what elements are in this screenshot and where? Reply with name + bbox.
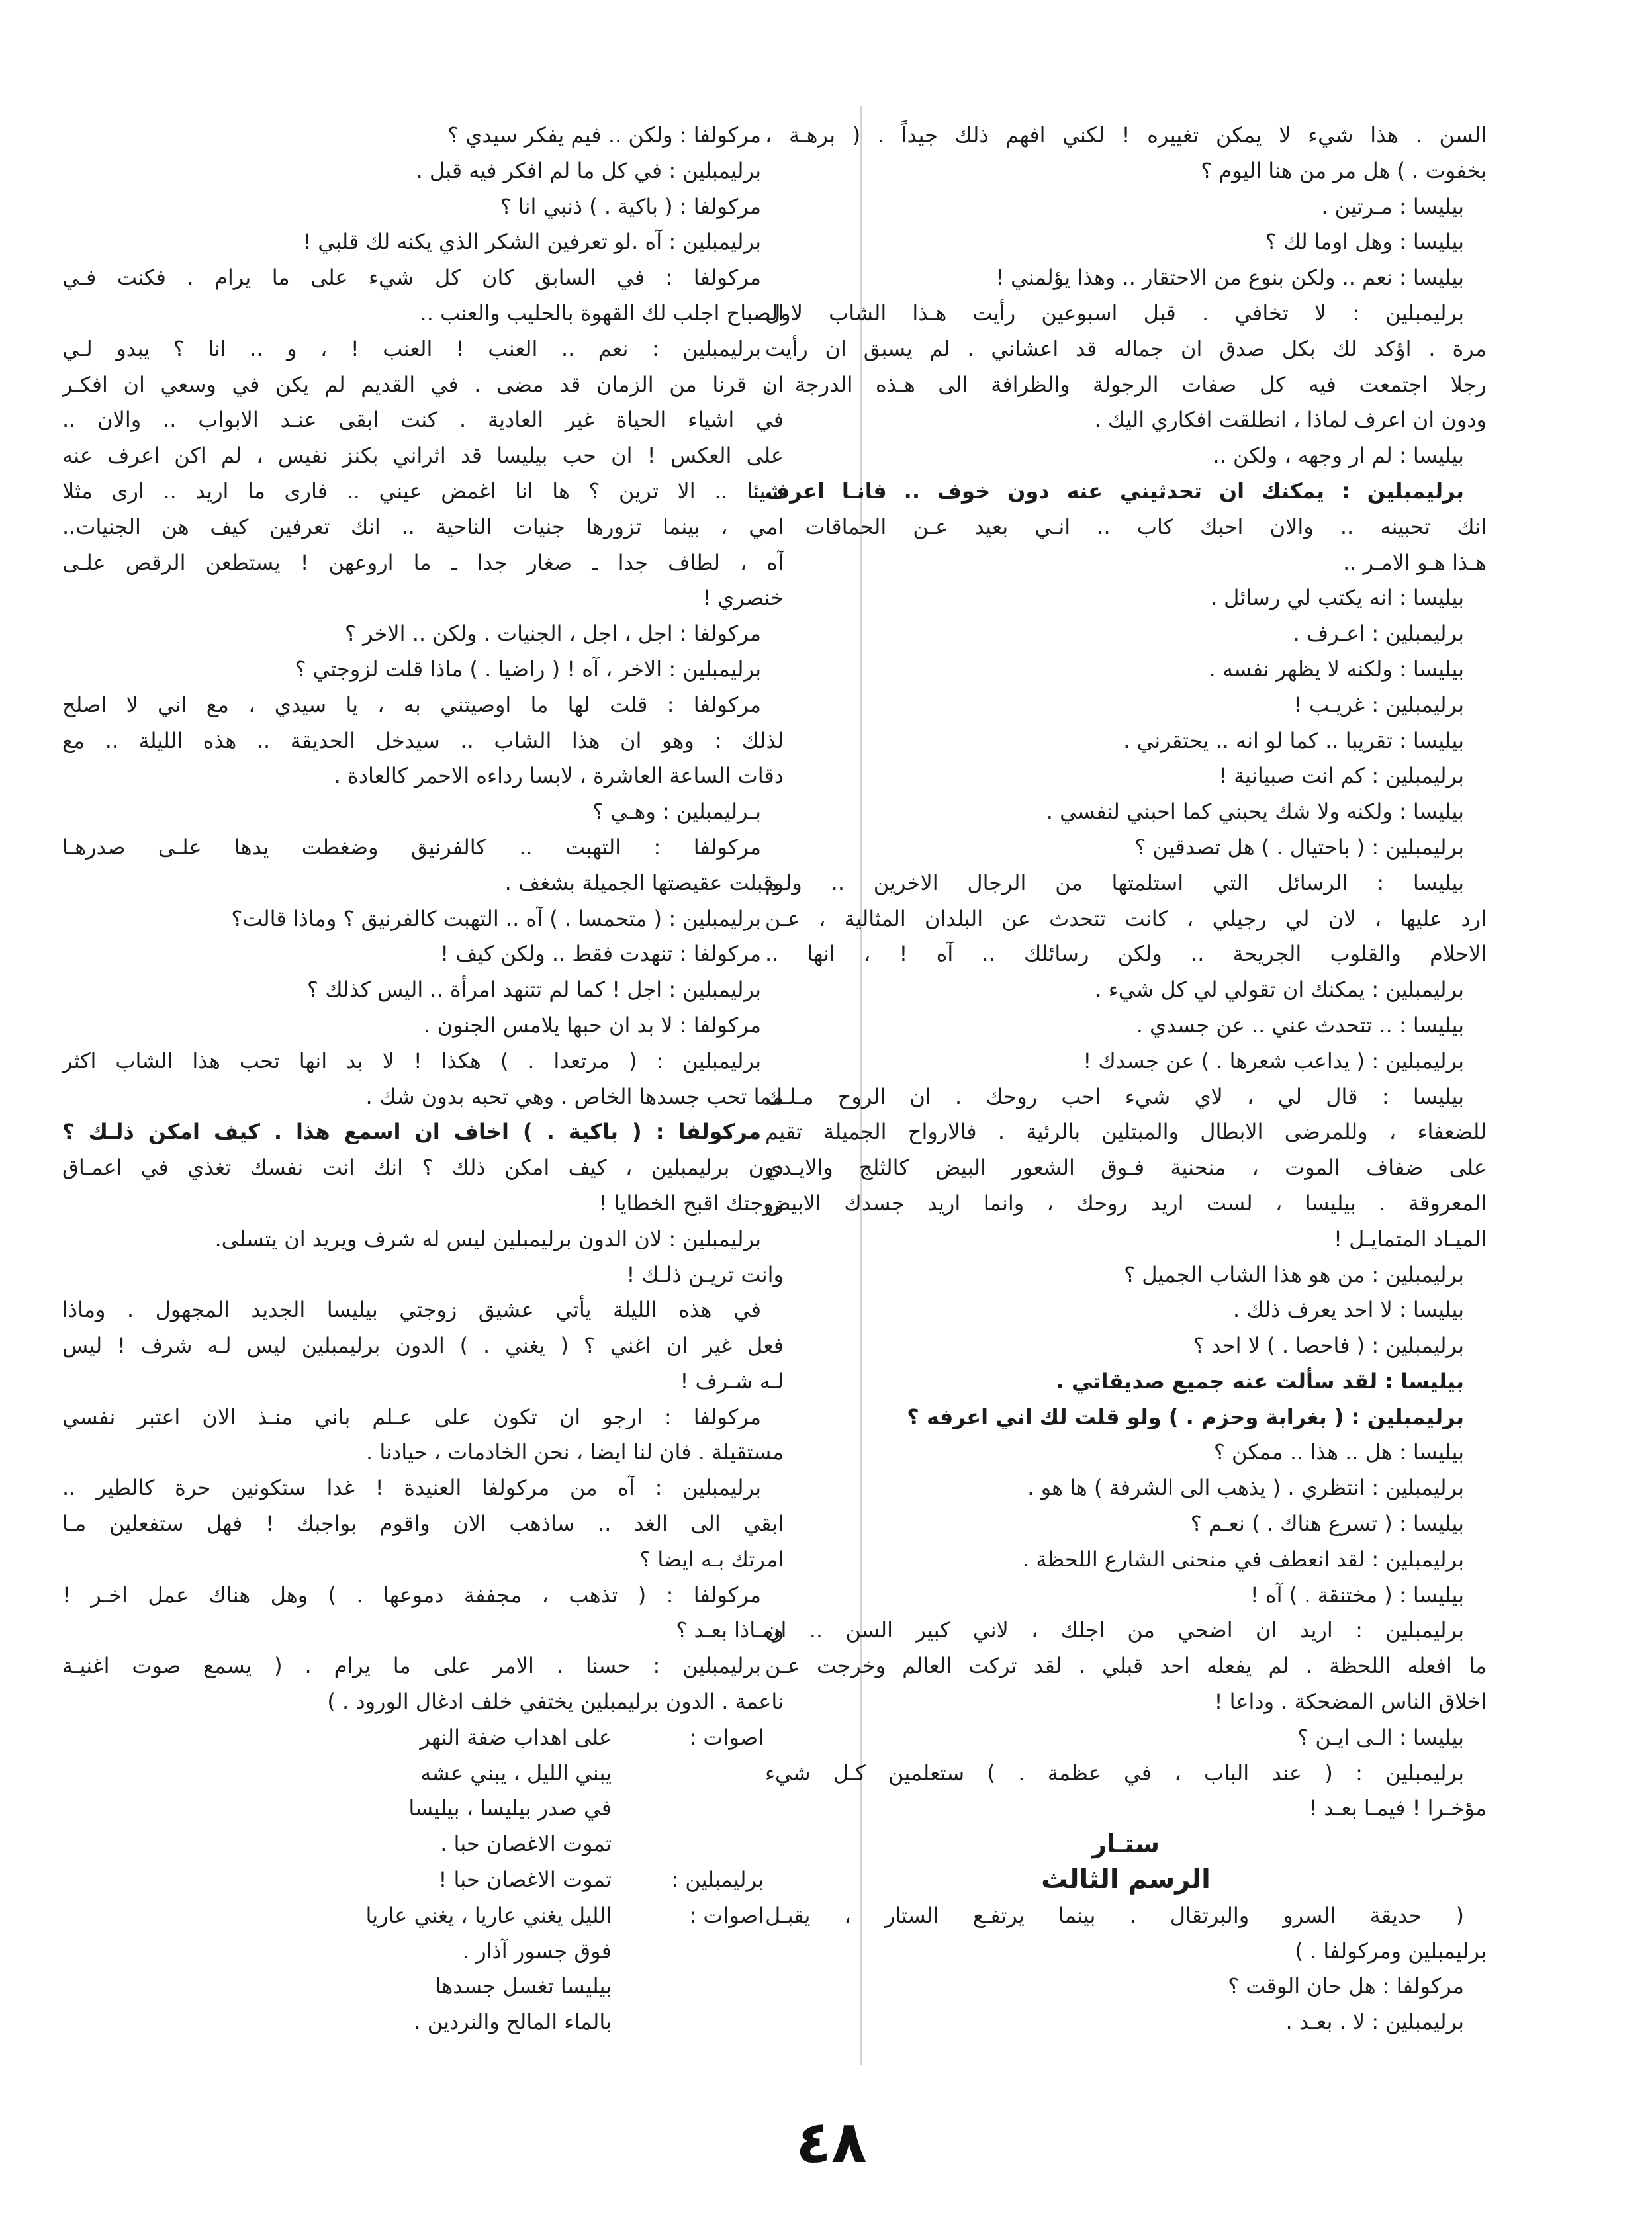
- text-line: وقبلت عقيصتها الجميلة بشغف .: [504, 870, 784, 895]
- text-line: بيليسا : ولكنه ولا شك يحبني كما احبني لنفسي .: [1046, 799, 1464, 825]
- text-line: برليمبلين : لقد انعطف في منحنى الشارع اللحظة .: [1023, 1546, 1464, 1572]
- text-line: مركولفا : تنهدت فقط .. ولكن كيف !: [440, 941, 761, 967]
- text-line: برليمبلين : ( يداعب شعرها . ) عن جسدك !: [1083, 1048, 1464, 1073]
- text-line: انك تحبينه .. والان احبك كاب .. انـي بعيد عـن الحماقات ..: [765, 514, 1487, 539]
- text-line: فعل غير ان اغني ؟ ( يغني . ) الدون برليمبلين ليس لـه شرف ! ليس: [62, 1333, 784, 1359]
- text-line: شيئا .. الا ترين ؟ ها انا اغمض عيني .. فارى ما اريد .. ارى مثلا: [62, 478, 784, 504]
- text-line: بيليسا : نعم .. ولكن بنوع من الاحتقار .. وهذا يؤلمني !: [995, 265, 1464, 291]
- text-line: مما تحب جسدها الخاص . وهي تحبه بدون شك .: [365, 1083, 784, 1109]
- text-line: بيليسا : هل .. هذا .. ممكن ؟: [1213, 1439, 1464, 1465]
- text-line: بيليسا : الـى ايـن ؟: [1297, 1724, 1464, 1750]
- text-line: في اشياء الحياة غير العادية . كنت ابقى عنـد الابواب .. والان ..: [62, 407, 784, 433]
- text-line: مرة . اؤكد لك بكل صدق ان جماله قد اعشاني . لم يسبق ان رأيت: [765, 336, 1487, 361]
- text-line: اخلاق الناس المضحكة . وداعا !: [1214, 1689, 1487, 1715]
- text-line: برليمبلين : اريد ان اضحي من اجلك ، لاني كبير السن .. ان: [765, 1617, 1464, 1643]
- text-line: بيليسا : لقد سألت عنه جميع صديقاتي .: [1056, 1368, 1464, 1394]
- verse-line: [62, 2005, 784, 2040]
- text-line: المعروقة . بيليسا ، لست اريد روحك ، وانما اريد جسدك الابيض: [765, 1190, 1487, 1216]
- verse-speaker: [612, 1827, 784, 1862]
- text-line: ارد عليها ، لان لي رجيلي ، كانت تتحدث عن البلدان المثالية ، عـن: [765, 905, 1487, 931]
- text-line: مستقيلة . فان لنا ايضا ، نحن الخادمات ، حيادنا .: [366, 1439, 784, 1465]
- text-line: مركولفا : في السابق كان كل شيء على ما يرام . فكنت فـي: [62, 265, 761, 291]
- verse-text: فوق جسور آذار .: [462, 1938, 612, 1964]
- text-line: على العكس ! ان حب بيليسا قد اثراني بكنز نفيس ، لم اكن اعرف عنه: [62, 443, 784, 469]
- text-line: مركولفا : هل حان الوقت ؟: [1228, 1973, 1464, 1999]
- right-text-column: [765, 118, 1487, 2040]
- text-line: بخفوت . ) هل مر من هنا اليوم ؟: [1201, 158, 1487, 183]
- left-text-column: [62, 118, 784, 2040]
- verse-line: [62, 1934, 784, 1970]
- text-line: بيليسا : ( تسرع هناك . ) نعـم ؟: [1190, 1511, 1464, 1537]
- text-line: للضعفاء ، وللمرضى الابطال والمبتلين بالرئية . فالارواح الجميلة تقيم: [765, 1119, 1487, 1145]
- text-line: بيليسا : مـرتين .: [1321, 193, 1464, 219]
- text-line: مركولفا : التهبت .. كالفرنيق وضغطت يدها علـى صدرهـا: [62, 834, 761, 860]
- text-line: بيليسا : قال لي ، لاي شيء احب روحك . ان الروح مـلـك: [765, 1083, 1464, 1109]
- text-line: مركولفا : ( باكية . ) اخاف ان اسمع هذا . كيف امكن ذلـك ؟: [62, 1119, 761, 1145]
- text-line: برليمبلين : يمكنك ان تقولي لي كل شيء .: [1095, 977, 1464, 1003]
- text-line: امي ، بينما تزورها جنيات الناحية .. انك تعرفين كيف هن الجنيات..: [62, 514, 784, 539]
- verse-line: [62, 1791, 784, 1827]
- text-line: لذلك : وهو ان هذا الشاب .. سيدخل الحديقة .. هذه الليلة .. مع: [62, 727, 784, 753]
- text-line: ان قرنا من الزمان قد مضى . في القديم لم يكن في وسعي ان افكـر: [62, 371, 784, 397]
- verse-speaker: [612, 1756, 784, 1792]
- text-line: وانت تريـن ذلـك !: [626, 1261, 784, 1287]
- text-line: برليمبلين : غريـب !: [1294, 692, 1464, 717]
- page-number: ٤٨: [796, 2108, 867, 2176]
- verse-text: تموت الاغصان حبا .: [440, 1831, 612, 1857]
- text-line: الميـاد المتمايـل !: [1334, 1226, 1487, 1251]
- text-line: مركولفا : ( تذهب ، مجففة دموعها . ) وهل هناك عمل اخـر !: [62, 1582, 761, 1608]
- text-line: برليمبلين ومركولفا . ): [1295, 1938, 1487, 1964]
- verse-speaker: [612, 1791, 784, 1827]
- song-verses: [62, 1720, 784, 2040]
- text-line: على ضفاف الموت ، منحنية فـوق الشعور البيض كالثلج والايـدي: [765, 1155, 1487, 1181]
- text-line: زوجتك اقبح الخطايا !: [598, 1190, 784, 1216]
- text-line: برليمبلين : من هو هذا الشاب الجميل ؟: [1124, 1261, 1464, 1287]
- verse-line: [62, 1720, 784, 1756]
- text-line: برليمبلين : ( مرتعدا . ) هكذا ! لا بد انها تحب هذا الشاب اكثر: [62, 1048, 761, 1073]
- text-line: برليمبلين : لا تخافي . قبل اسبوعين رأيت هـذا الشاب لاول: [765, 300, 1464, 326]
- text-line: بـرليمبلين : وهـي ؟: [592, 799, 761, 825]
- text-line: الاحلام والقلوب الجريحة .. ولكن رسائلك .. آه ! ، انها ..: [765, 941, 1487, 967]
- text-line: ابقي الى الغد .. ساذهب الان واقوم بواجبك ! فهل ستفعلين مـا: [62, 1511, 784, 1537]
- verse-line: [62, 1969, 784, 2005]
- text-line: برليمبلين : ( عند الباب ، في عظمة . ) ستعلمين كـل شيء: [765, 1760, 1464, 1786]
- verse-text: بالماء المالح والنردين .: [414, 2009, 612, 2035]
- text-line: امرتك بـه ايضا ؟: [639, 1546, 784, 1572]
- text-line: مركولفا : اجل ، اجل ، الجنيات . ولكن .. الاخر ؟: [344, 621, 761, 647]
- text-line: مركولفا : قلت لها ما اوصيتني به ، يا سيدي ، مع اني لا اصلح: [62, 692, 761, 717]
- verse-text: الليل يغني عاريا ، يغني عاريا: [365, 1902, 612, 1928]
- verse-speaker: اصوات :: [689, 1902, 764, 1928]
- text-line: آه ، لطاف جدا ـ صغار جدا ـ ما اروعهن ! يستطعن الرقص علـى: [62, 549, 784, 575]
- text-line: ( حديقة السرو والبرتقال . بينما يرتفـع الستار ، يقبـل: [765, 1902, 1464, 1928]
- text-line: برليمبلين : الاخر ، آه ! ( راضيا . ) ماذا قلت لزوجتي ؟: [295, 656, 761, 682]
- text-line: ودون ان اعرف لماذا ، انطلقت افكاري اليك .: [1094, 407, 1487, 433]
- text-line: السن . هذا شيء لا يمكن تغييره ! لكني افهم ذلك جيداً . ( برهـة ،: [765, 122, 1487, 148]
- text-line: مؤخـرا ! فيمـا بعـد !: [1308, 1795, 1487, 1821]
- verse-line: [62, 1756, 784, 1792]
- text-line: برليمبلين : في كل ما لم افكر فيه قبل .: [416, 158, 761, 183]
- verse-text: في صدر بيليسا ، بيليسا: [408, 1795, 612, 1821]
- text-line: بيليسا : وهل اوما لك ؟: [1265, 229, 1464, 255]
- text-line: برليمبلين : آه .لو تعرفين الشكر الذي يكنه لك قلبي !: [302, 229, 761, 255]
- verse-speaker: [612, 2005, 784, 2040]
- text-line: برليمبلين : ( باحتيال . ) هل تصدقين ؟: [1134, 834, 1464, 860]
- text-line: بيليسا : تقريبا .. كما لو انه .. يحتقرني .: [1123, 727, 1464, 753]
- text-line: برليمبلين : لا . بعـد .: [1285, 2009, 1464, 2035]
- text-line: بيليسا : الرسائل التي استلمتها من الرجال الاخرين .. ولـم: [765, 870, 1464, 895]
- text-line: ناعمة . الدون برليمبلين يختفي خلف ادغال الورود . ): [327, 1689, 784, 1715]
- verse-text: بيليسا تغسل جسدها: [435, 1973, 612, 1999]
- verse-speaker: [612, 1934, 784, 1970]
- text-line: بيليسا : .. تتحدث عني .. عن جسدي .: [1136, 1012, 1464, 1038]
- text-line: برليمبلين : حسنا . الامر على ما يرام . ( يسمع صوت اغنيـة: [62, 1653, 761, 1679]
- text-line: الصباح اجلب لك القهوة بالحليب والعنب ..: [420, 300, 784, 326]
- verse-speaker: برليمبلين :: [671, 1867, 764, 1893]
- verse-text: يبني الليل ، يبني عشه: [420, 1760, 612, 1786]
- text-line: برليمبلين : ( بغرابة وحزم . ) ولو قلت لك اني اعرفه ؟: [907, 1404, 1464, 1429]
- verse-line: [62, 1827, 784, 1862]
- text-line: برليمبلين : اعـرف .: [1293, 621, 1464, 647]
- text-line: بيليسا : انه يكتب لي رسائل .: [1210, 585, 1464, 611]
- text-line: مركولفا : لا بد ان حبها يلامس الجنون .: [424, 1012, 761, 1038]
- text-line: دون برليمبلين ، كيف امكن ذلك ؟ انك انت نفسك تغذي في اعمـاق: [62, 1155, 784, 1181]
- text-line: ما افعله اللحظة . لم يفعله احد قبلي . لقد تركت العالم وخرجت عـن: [765, 1653, 1487, 1679]
- text-line: في هذه الليلة يأتي عشيق زوجتي بيليسا الجديد المجهول . وماذا: [62, 1297, 761, 1323]
- text-line: برليمبلين : كم انت صبيانية !: [1218, 763, 1464, 789]
- text-line: برليمبلين : انتظري . ( يذهب الى الشرفة ) ها هو .: [1027, 1475, 1464, 1501]
- text-line: الرسم الثالث: [1041, 1864, 1211, 1895]
- text-line: ستـار: [1091, 1829, 1160, 1859]
- text-line: بيليسا : ولكنه لا يظهر نفسه .: [1209, 656, 1464, 682]
- text-line: مركولفا : ولكن .. فيم يفكر سيدي ؟: [447, 122, 761, 148]
- text-line: برليمبلين : ( متحمسا . ) آه .. التهبت كالفرنيق ؟ وماذا قالت؟: [231, 905, 761, 931]
- text-line: مركولفا : ارجو ان تكون على عـلم باني منـذ الان اعتبر نفسي: [62, 1404, 761, 1429]
- text-line: برليمبلين : نعم .. العنب ! العنب ! ، و .. انا ؟ يبدو لـي: [62, 336, 761, 361]
- left-prose: [62, 118, 784, 1720]
- text-line: برليمبلين : ( فاحصا . ) لا احد ؟: [1193, 1333, 1464, 1359]
- verse-speaker: اصوات :: [689, 1724, 764, 1750]
- text-line: رجلا اجتمعت فيه كل صفات الرجولة والظرافة الى هـذه الدرجة .: [765, 371, 1487, 397]
- text-line: خنصري !: [702, 585, 784, 611]
- verse-line: [62, 1898, 784, 1934]
- text-line: مركولفا : ( باكية . ) ذنبي انا ؟: [500, 193, 761, 219]
- text-line: برليمبلين : لان الدون برليمبلين ليس له شرف ويريد ان يتسلى.: [214, 1226, 761, 1251]
- verse-speaker: [612, 1969, 784, 2005]
- text-line: بيليسا : ( مختنقة . ) آه !: [1250, 1582, 1464, 1608]
- text-line: ومـاذا بعـد ؟: [676, 1617, 784, 1643]
- text-line: دقات الساعة العاشرة ، لابسا رداءه الاحمر كالعادة .: [334, 763, 784, 789]
- text-line: برليمبلين : آه من مركولفا العنيدة ! غدا ستكونين حرة كالطير ..: [62, 1475, 761, 1501]
- text-line: بيليسا : لا احد يعرف ذلك .: [1233, 1297, 1464, 1323]
- verse-line: [62, 1862, 784, 1898]
- text-line: هـذا هـو الامـر ..: [1343, 549, 1487, 575]
- text-line: برليمبلين : اجل ! كما لم تتنهد امرأة .. اليس كذلك ؟: [307, 977, 761, 1003]
- text-line: لـه شـرف !: [680, 1368, 784, 1394]
- verse-text: تموت الاغصان حبا !: [438, 1867, 612, 1893]
- text-line: برليمبلين : يمكنك ان تحدثيني عنه دون خوف .. فانـا اعرف: [765, 478, 1464, 504]
- text-line: بيليسا : لم ار وجهه ، ولكن ..: [1213, 443, 1464, 469]
- verse-text: على اهداب ضفة النهر: [420, 1724, 612, 1750]
